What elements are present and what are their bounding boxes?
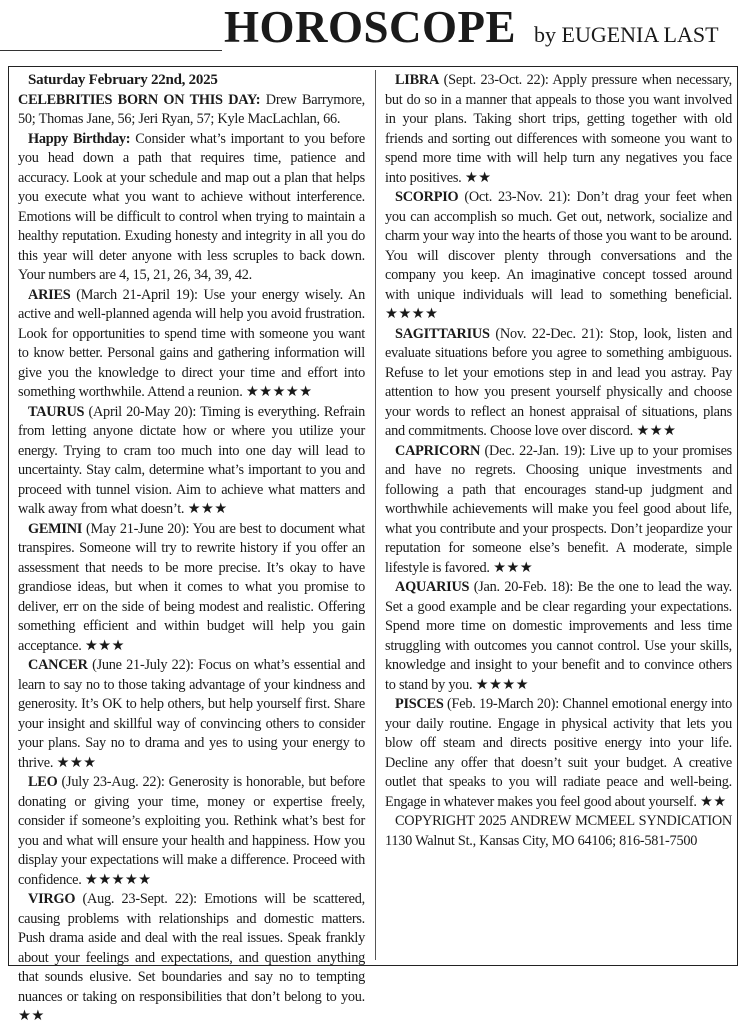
sign-aquarius	[385, 578, 732, 695]
sign-text: Timing is everything. Refrain from letting anyone dictate how or where you utilize your energy. Trying to cram too much into one day will lead to uncertainty. Stay calm, determine what’s important to you and proceed with tunnel vision. Aim to achieve what matters and walk away from what doesn’t.	[18, 403, 366, 517]
birthday-paragraph	[18, 130, 365, 286]
star-rating: ★★★	[56, 754, 97, 771]
page-title: HOROSCOPE	[224, 2, 517, 52]
sign-dates: (Aug. 23-Sept. 22):	[82, 891, 197, 907]
sign-libra	[385, 71, 732, 188]
sign-dates: (Sept. 23-Oct. 22):	[443, 72, 549, 88]
sign-text: You are best to document what transpires. Someone will try to rewrite history if you offer an assessment that needs to be more precise. It’s okay to have grandiose ideas, but when it comes to what you promise to deliver, err on the side of being modest and realistic. Offering something efficient and within budget will help you gain acceptance.	[18, 520, 366, 654]
star-rating: ★★★★	[475, 676, 529, 693]
right-column	[385, 71, 732, 851]
sign-capricorn	[385, 442, 732, 579]
birthday-text: Consider what’s important to you before you head down a path that requires time, patience and accuracy. Look at your schedule and map out a plan that helps you execute what you want to achieve without interference. Emotions will be difficult to control when trying to maintain a healthy reputation. Exuding honesty and integrity in all you do this year will deter anyone with less scruples to back down. Your numbers are 4, 15, 21, 26, 34, 39, 42.	[18, 130, 365, 283]
star-rating: ★★★	[84, 637, 125, 654]
sign-text: Live up to your promises and have no regrets. Choosing unique investments and following a path that encourages stand-up judgment and worthwhile achievements will make you feel good about life, what you contribute and your prospects. Don’t jeopardize your reputation for someone else’s benefit. A moderate, simple lifestyle is favored.	[385, 442, 732, 576]
star-rating: ★★★★	[385, 306, 439, 322]
sign-text: Emotions will be scattered, causing problems with relationships and domestic matters. Push drama aside and deal with the real issues. Speak frankly about your feelings and expectations, and question anything that sounds elusive. Set boundaries and say no to tempting nuances or taking on responsibilities that don’t belong to you.	[18, 891, 366, 1005]
sign-dates: (Dec. 22-Jan. 19):	[484, 442, 586, 459]
star-rating: ★★★	[187, 501, 228, 517]
sign-text: Stop, look, listen and evaluate situations before you agree to something ambiguous. Refuse to let your emotions step in and lead you astray. Pay attention to how you present yourself physically and choose your words to reflect an honest appraisal of situations, plans and commitments. Choose love over discord.	[385, 325, 732, 439]
sign-text: Generosity is honorable, but before donating or giving your time, money or expertise freely, consider if someone’s exploiting you. Rethink what’s best for you and what will ensure your health and happiness. How you display your expectations will make a difference. Proceed with confidence.	[18, 774, 365, 888]
celebrities-text: Drew Barrymore, 50; Thomas Jane, 56; Jeri Ryan, 57; Kyle MacLachlan, 66.	[18, 91, 365, 127]
star-rating: ★★★	[636, 423, 677, 439]
sign-virgo-start	[18, 890, 365, 1027]
sign-name: CANCER	[28, 657, 88, 673]
sign-aries	[18, 286, 365, 403]
sign-text: Focus on what’s essential and learn to say no to those taking advantage of your kindness and generosity. It’s OK to help others, but help yourself first. Share your insight and skillful way of convincing others to consider your plans. Say no to drama and yes to using your energy to thrive.	[18, 657, 366, 771]
sign-leo	[18, 773, 365, 890]
sign-name: SAGITTARIUS	[395, 325, 490, 342]
birthday-label: Happy Birthday:	[28, 130, 131, 147]
byline: by EUGENIA LAST	[534, 22, 719, 47]
sign-name: SCORPIO	[395, 189, 459, 205]
sign-name: VIRGO	[28, 891, 76, 907]
sign-dates: (Jan. 20-Feb. 18):	[473, 579, 574, 595]
sign-dates: (June 21-July 22):	[92, 657, 194, 673]
celebrities-label: CELEBRITIES BORN ON THIS DAY:	[18, 91, 261, 108]
star-rating: ★★	[464, 169, 492, 186]
sign-dates: (May 21-June 20):	[86, 520, 190, 537]
star-rating: ★★★	[493, 559, 534, 576]
sign-text: Channel emotional energy into your daily routine. Engage in physical activity that lets you blow off steam and directs positive energy into your life. Decline any offer that doesn’t suit your budget. A creative outlet that speaks to you will radiate peace and well-being. Engage in whatever makes you feel good about yourself.	[385, 696, 733, 810]
sign-name: PISCES	[395, 696, 444, 712]
star-rating: ★★	[18, 1008, 45, 1024]
sign-scorpio	[385, 188, 732, 325]
sign-text: Apply pressure when necessary, but do so in a manner that appeals to those you want involved in your plans. Taking short trips, getting together with old friends and sorting out differences with someone you want to spend more time with will help turn any negatives you face into positives.	[385, 72, 732, 186]
sign-dates: (April 20-May 20):	[88, 403, 197, 420]
sign-text: Be the one to lead the way. Set a good example and be clear regarding your expectations. Spend more time on domestic improvements and less time struggling with outcomes you cannot control. Use your skills, knowledge and insight to your benefit and to convince others to stand by you.	[385, 579, 732, 693]
sign-dates: (Nov. 22-Dec. 21):	[495, 325, 604, 342]
sign-cancer	[18, 656, 365, 773]
sign-name: AQUARIUS	[395, 579, 470, 595]
sign-pisces	[385, 695, 732, 812]
sign-text: Don’t drag your feet when you can accomplish so much. Get out, network, socialize and charm your way into the hearts of those you want to be around. You will discover plenty through conversations and the company you keep. An imaginative concept tossed around with unique individuals will lead to something beneficial.	[385, 189, 733, 303]
sign-text: Use your energy wisely. An active and well-planned agenda will help you avoid frustration. Look for opportunities to spend time with someone you want to know better. Personal gains and gathering information will give you the knowledge to direct your time and effort into something worthwhile. Attend a reunion.	[18, 286, 365, 400]
sign-gemini	[18, 520, 365, 657]
sign-dates: (Oct. 23-Nov. 21):	[464, 189, 571, 205]
masthead	[0, 0, 750, 60]
column-divider	[375, 70, 376, 960]
sign-name: CAPRICORN	[395, 442, 481, 459]
sign-dates: (Feb. 19-March 20):	[447, 696, 559, 712]
star-rating: ★★	[699, 793, 727, 810]
celebrities-paragraph	[18, 91, 365, 130]
date-line: Saturday February 22nd, 2025	[28, 72, 218, 88]
sign-sagittarius	[385, 325, 732, 442]
sign-name: ARIES	[28, 286, 71, 303]
sign-name: GEMINI	[28, 520, 83, 537]
sign-dates: (March 21-April 19):	[76, 286, 198, 303]
left-column	[18, 71, 365, 1027]
sign-taurus	[18, 403, 365, 520]
star-rating: ★★★★★	[84, 871, 152, 888]
star-rating: ★★★★★	[245, 384, 313, 400]
sign-name: LIBRA	[395, 72, 440, 88]
sign-dates: (July 23-Aug. 22):	[61, 774, 165, 790]
masthead-rule	[0, 50, 222, 51]
sign-name: TAURUS	[28, 403, 85, 420]
copyright-notice: COPYRIGHT 2025 ANDREW MCMEEL SYNDICATION 1130 Walnut St., Kansas City, MO 64106; 816-581-7500	[385, 813, 732, 849]
sign-name: LEO	[28, 774, 58, 790]
